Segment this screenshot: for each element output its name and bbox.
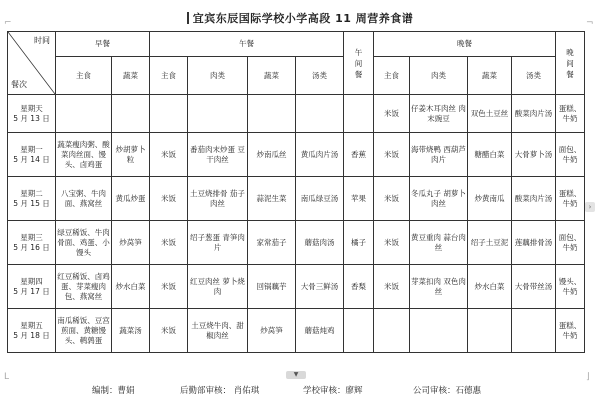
evening-cell: 馒头、牛奶 [556, 265, 585, 309]
lunch-staple-cell: 米饭 [150, 265, 188, 309]
dinner-veg-cell: 双色土豆丝 [468, 95, 512, 133]
dinner-soup-header: 汤类 [512, 57, 556, 95]
lunch-meat-header: 肉类 [188, 57, 248, 95]
table-row [8, 95, 585, 133]
dinner-staple-cell: 米饭 [374, 221, 410, 265]
snack-cell: 香蕉 [344, 133, 374, 177]
dinner-meat-cell: 冬瓜丸子 胡萝卜肉丝 [410, 177, 468, 221]
breakfast-header: 早餐 [56, 32, 150, 57]
page-break-arrow-icon[interactable]: ▼ [286, 371, 306, 379]
breakfast-staple-cell: 红豆稀饭、卤鸡蛋、芽菜瘦肉包、燕窝丝 [56, 265, 112, 309]
logistics-signature: 后勤部审核： 肖佑琪 [180, 386, 260, 396]
snack-cell: 香梨 [344, 265, 374, 309]
dinner-header: 晚餐 [374, 32, 556, 57]
snack-cell [344, 95, 374, 133]
title-bar-mark [187, 12, 189, 24]
dinner-veg-cell: 炒水白菜 [468, 265, 512, 309]
breakfast-staple-cell: 八宝粥、牛肉面、燕窝丝 [56, 177, 112, 221]
school-signature: 学校审核：廖辉 [303, 386, 363, 396]
page-corner-mark: ⌐ [4, 18, 12, 28]
dinner-veg-cell: 糖醋白菜 [468, 133, 512, 177]
breakfast-staple-cell: 蔬菜瘦肉粥、酸菜肉丝面、馒头、卤鸡蛋 [56, 133, 112, 177]
dinner-meat-cell [410, 309, 468, 353]
editor-signature: 编制：曹娟 [92, 386, 135, 396]
lunch-veg-cell: 炒南瓜丝 [248, 133, 296, 177]
day-cell: 星期一 5 月 14 日 [8, 133, 56, 177]
dinner-staple-cell: 米饭 [374, 265, 410, 309]
evening-cell: 蛋糕、牛奶 [556, 309, 585, 353]
lunch-veg-cell: 蒜泥生菜 [248, 177, 296, 221]
header-row-categories [8, 57, 585, 95]
breakfast-veg-cell: 炒胡萝卜粒 [112, 133, 150, 177]
lunch-veg-cell [248, 95, 296, 133]
lunch-veg-cell: 回锅藕芋 [248, 265, 296, 309]
dinner-meat-cell: 芽菜扣肉 双色肉丝 [410, 265, 468, 309]
dinner-soup-cell [512, 309, 556, 353]
breakfast-veg-cell: 蔬菜汤 [112, 309, 150, 353]
table-row [8, 221, 585, 265]
menu-table [7, 31, 585, 353]
lunch-staple-cell: 米饭 [150, 177, 188, 221]
dinner-staple-cell: 米饭 [374, 133, 410, 177]
lunch-veg-cell: 炒莴笋 [248, 309, 296, 353]
page-title [0, 10, 600, 26]
lunch-meat-cell: 绍子葱蛋 青笋肉片 [188, 221, 248, 265]
dinner-veg-cell [468, 309, 512, 353]
lunch-soup-cell [296, 95, 344, 133]
lunch-meat-cell: 红豆肉丝 萝卜烧肉 [188, 265, 248, 309]
dinner-veg-cell: 炒黄南瓜 [468, 177, 512, 221]
lunch-staple-cell: 米饭 [150, 309, 188, 353]
dinner-staple-cell: 米饭 [374, 177, 410, 221]
day-cell: 星期四 5 月 17 日 [8, 265, 56, 309]
page-corner-mark: ¬ [586, 18, 594, 28]
lunch-meat-cell [188, 95, 248, 133]
dinner-veg-cell: 绍子土豆泥 [468, 221, 512, 265]
lunch-soup-cell: 黄瓜肉片汤 [296, 133, 344, 177]
company-signature: 公司审核：石德惠 [413, 386, 482, 396]
dinner-soup-cell: 大骨带丝汤 [512, 265, 556, 309]
lunch-soup-cell: 蘑菇肉汤 [296, 221, 344, 265]
dinner-meat-cell: 黄豆重肉 蒜台肉丝 [410, 221, 468, 265]
lunch-staple-cell: 米饭 [150, 133, 188, 177]
page-corner-mark: L [4, 372, 10, 382]
time-label: 时间 [34, 36, 50, 45]
snack-cell: 苹果 [344, 177, 374, 221]
breakfast-staple-header: 主食 [56, 57, 112, 95]
evening-cell: 蛋糕、牛奶 [556, 177, 585, 221]
snack-cell: 橘子 [344, 221, 374, 265]
snack-header: 午间餐 [344, 32, 374, 95]
breakfast-veg-cell: 炒莴笋 [112, 221, 150, 265]
scroll-right-arrow-icon[interactable]: › [585, 202, 595, 212]
table-row [8, 309, 585, 353]
table-row [8, 177, 585, 221]
breakfast-veg-cell [112, 95, 150, 133]
lunch-header: 午餐 [150, 32, 344, 57]
lunch-staple-header: 主食 [150, 57, 188, 95]
day-cell: 星期二 5 月 15 日 [8, 177, 56, 221]
dinner-meat-header: 肉类 [410, 57, 468, 95]
day-cell: 星期五 5 月 18 日 [8, 309, 56, 353]
dinner-soup-cell: 莲藕排骨汤 [512, 221, 556, 265]
breakfast-staple-cell: 南瓜稀饭、豆宫煎面、黄糖馒头、鹌鹑蛋 [56, 309, 112, 353]
lunch-staple-cell [150, 95, 188, 133]
table-row [8, 265, 585, 309]
dinner-staple-cell: 米饭 [374, 95, 410, 133]
breakfast-veg-cell: 炒水白菜 [112, 265, 150, 309]
snack-cell [344, 309, 374, 353]
breakfast-veg-cell: 黄瓜炒蛋 [112, 177, 150, 221]
diagonal-header-cell [8, 32, 56, 95]
dinner-soup-cell: 大骨萝卜汤 [512, 133, 556, 177]
lunch-soup-cell: 蘑菇炖鸡 [296, 309, 344, 353]
evening-cell: 面包、牛奶 [556, 221, 585, 265]
lunch-soup-header: 汤类 [296, 57, 344, 95]
dinner-staple-cell [374, 309, 410, 353]
evening-header: 晚间餐 [556, 32, 585, 95]
lunch-meat-cell: 土豆烧排骨 茄子肉丝 [188, 177, 248, 221]
breakfast-veg-header: 蔬菜 [112, 57, 150, 95]
header-row-meals [8, 32, 585, 57]
lunch-meat-cell: 番茄肉末炒蛋 豆干肉丝 [188, 133, 248, 177]
page-corner-mark: ⌋ [586, 372, 590, 382]
lunch-meat-cell: 土豆烧牛肉、甜椒肉丝 [188, 309, 248, 353]
meal-label: 餐次 [11, 80, 27, 89]
lunch-staple-cell: 米饭 [150, 221, 188, 265]
breakfast-staple-cell [56, 95, 112, 133]
page-title-text: 宜宾东辰国际学校小学高段 11 周营养食谱 [192, 12, 414, 25]
dinner-soup-cell: 酸菜肉片汤 [512, 177, 556, 221]
dinner-soup-cell: 酸菜肉片汤 [512, 95, 556, 133]
evening-cell: 面包、牛奶 [556, 133, 585, 177]
day-cell: 星期三 5 月 16 日 [8, 221, 56, 265]
dinner-meat-cell: 仔姜木耳肉丝 肉末豌豆 [410, 95, 468, 133]
day-cell: 星期天 5 月 13 日 [8, 95, 56, 133]
lunch-soup-cell: 南瓜绿豆汤 [296, 177, 344, 221]
lunch-veg-header: 蔬菜 [248, 57, 296, 95]
dinner-meat-cell: 海带烧鸭 西葫芦肉片 [410, 133, 468, 177]
lunch-soup-cell: 大骨三鲜汤 [296, 265, 344, 309]
table-row [8, 133, 585, 177]
breakfast-staple-cell: 绿豆稀饭、牛肉骨面、鸡蛋、小馒头 [56, 221, 112, 265]
dinner-veg-header: 蔬菜 [468, 57, 512, 95]
dinner-staple-header: 主食 [374, 57, 410, 95]
evening-cell: 蛋糕、牛奶 [556, 95, 585, 133]
lunch-veg-cell: 家常茄子 [248, 221, 296, 265]
